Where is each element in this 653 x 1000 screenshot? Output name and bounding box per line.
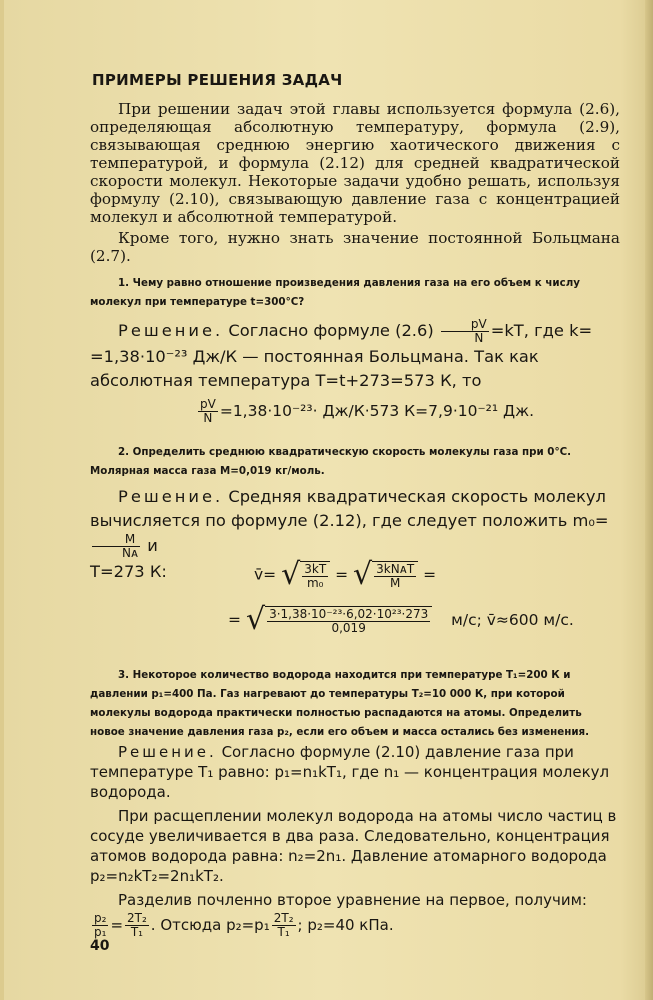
ratio-formula: $\frac{\text{p₂}}{\text{p₁}}$ = $\frac{\text{2T₂}}{\text{T₁}}$ . Отсюда p₂=p₁ $\frac{\text{2T₂}}{\text{T₁}}$ ; p₂=40 кПа. xyxy=(94,911,394,939)
page-number: 40 xyxy=(90,938,110,954)
page-left-edge xyxy=(0,0,4,1000)
equals-sign-2: = xyxy=(423,565,437,584)
intro-text xyxy=(90,100,620,265)
solution-label: Решение. xyxy=(118,487,224,506)
velocity-numeric xyxy=(228,602,574,637)
sqrt-2: √ $\frac{\text{3kNᴀT}}{M}$ xyxy=(353,560,418,590)
solution-text-2: При расщеплении молекул водорода на атомы число частиц в сосуде увеличивается в два раза. Следовательно, концентрация атомов водорода равна: n₂=2n₁. Давление атомарного водорода p₂=n₂kT₂=2n₁kT₂. xyxy=(90,807,617,885)
equals-sign: = xyxy=(335,565,349,584)
section-heading: ПРИМЕРЫ РЕШЕНИЯ ЗАДАЧ xyxy=(92,71,343,89)
solution-text: Средняя квадратическая скорость молекул вычисляется по формуле (2.12), где следует положить xyxy=(90,487,606,530)
solution-text-3: Разделив почленно второе уравнение на первое, получим: xyxy=(118,891,587,909)
intro-paragraph-1: При решении задач этой главы используется формула (2.6), определяющая абсолютную температуру, формула (2.9), связывающая среднюю энергию хаотического движения с температурой, и формула (2.12) для средней квадратической скорости молекул. Некоторые задачи удобно решать, используя формулу (2.10), связывающую давление газа с концентрацией молекул и абсолютной температурой. xyxy=(90,100,620,226)
conjunction: и xyxy=(147,536,158,555)
solution-text: Согласно формуле (2.10) давление газа при температуре T₁ равно: p₁=n₁kT₁, где n₁ — концентрация молекул водорода. xyxy=(90,743,610,801)
page-right-edge xyxy=(645,0,653,1000)
problem-2-statement: 2. Определить среднюю квадратическую скорость молекулы газа при 0°C. Молярная масса газа M=0,019 кг/моль. xyxy=(90,446,572,477)
temperature-value: T=273 К: xyxy=(90,562,167,581)
problem-1-solution xyxy=(90,318,620,393)
velocity-result: м/с; v̄≈600 м/с. xyxy=(451,610,574,629)
velocity-formula xyxy=(254,557,437,592)
sqrt-1: √ $\frac{3kT}{\text{m₀}}$ xyxy=(281,560,330,590)
equals-sign-3: = xyxy=(228,610,241,629)
fraction-pv-n-2: $\frac{pV}{N}$ xyxy=(200,397,216,425)
fraction-pv-n: $\frac{pV}{N}$ xyxy=(441,318,489,345)
problem-1-statement: 1. Чему равно отношение произведения давления газа на его объем к числу молекул при температуре t=300°C? xyxy=(90,277,580,308)
sqrt-3: √ $\frac{\text{3·1,38·10⁻²³·6,02·10²³·273}}{0,019}$ xyxy=(246,605,432,635)
solution-label: Решение. xyxy=(118,743,217,761)
solution-text: Согласно формуле (2.6) xyxy=(228,321,434,340)
fraction-m-na: $\frac{M}{\text{Nᴀ}}$ xyxy=(92,533,140,560)
solution-label: Решение. xyxy=(118,321,224,340)
solution-text-continued: =1,38·10⁻²³ Дж/К — постоянная Больцмана. Так как абсолютная температура T=t+273=573 К, то xyxy=(90,347,539,390)
problem-3-solution xyxy=(90,742,620,939)
solution-text-end: =kT, где k= xyxy=(490,321,593,340)
intro-paragraph-2: Кроме того, нужно знать значение постоянной Больцмана (2.7). xyxy=(90,229,620,265)
problem-1-formula xyxy=(196,398,534,425)
formula-result: =1,38·10⁻²³· Дж/К·573 К=7,9·10⁻²¹ Дж. xyxy=(219,402,535,420)
problem-3-statement: 3. Некоторое количество водорода находится при температуре T₁=200 К и давлении p₁=400 Па. Газ нагревают до температуры T₂=10 000 К, при которой молекулы водорода практически полностью распадаются на атомы. Определить новое значение давления газа p₂, если его объем и масса остались без изменения. xyxy=(90,669,590,738)
v-symbol: v̄= xyxy=(254,565,277,584)
m0-expression: m₀= xyxy=(572,511,609,530)
